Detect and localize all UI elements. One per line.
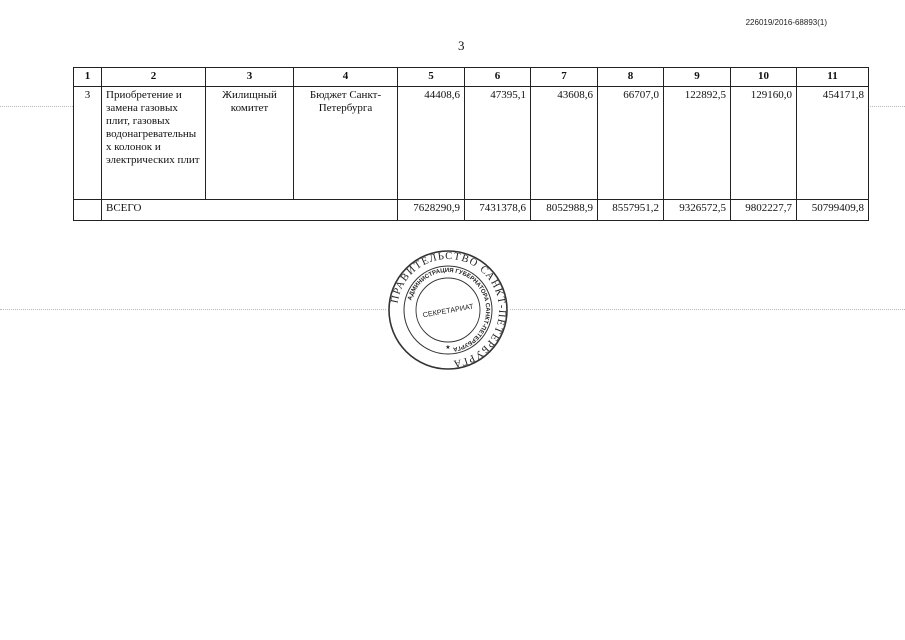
value-cell: 129160,0 (731, 87, 797, 200)
scan-artifact-line (868, 106, 905, 107)
stamp-star-icon: ★ (445, 344, 451, 351)
column-header: 8 (598, 68, 664, 87)
total-value: 8557951,2 (598, 200, 664, 221)
stamp-center-text: СЕКРЕТАРИАТ (422, 301, 475, 320)
page-number: 3 (458, 38, 465, 53)
total-value: 9326572,5 (664, 200, 731, 221)
total-value: 50799409,8 (797, 200, 869, 221)
column-header: 9 (664, 68, 731, 87)
column-header: 4 (294, 68, 398, 87)
column-header: 6 (465, 68, 531, 87)
budget-table (73, 67, 869, 221)
value-cell: 122892,5 (664, 87, 731, 200)
total-value: 9802227,7 (731, 200, 797, 221)
column-header: 3 (206, 68, 294, 87)
value-cell: 454171,8 (797, 87, 869, 200)
row-number: 3 (74, 87, 102, 200)
total-value: 7628290,9 (398, 200, 465, 221)
empty-cell (74, 200, 102, 221)
scan-artifact-line (510, 309, 905, 310)
table-header-row (74, 68, 869, 87)
total-label: ВСЕГО (102, 200, 398, 221)
column-header: 2 (102, 68, 206, 87)
total-row (74, 200, 869, 221)
value-cell: 66707,0 (598, 87, 664, 200)
column-header: 10 (731, 68, 797, 87)
stamp-outer-text: ПРАВИТЕЛЬСТВО САНКТ-ПЕТЕРБУРГА (389, 250, 508, 369)
value-cell: 43608,6 (531, 87, 598, 200)
activity-name: Приобретение и замена газовых плит, газовых водонагревательны х колонок и электрических плит (102, 87, 206, 200)
executor: Жилищный комитет (206, 87, 294, 200)
column-header: 7 (531, 68, 598, 87)
total-value: 8052988,9 (531, 200, 598, 221)
document-id: 226019/2016-68893(1) (745, 18, 827, 27)
official-stamp (386, 248, 510, 372)
funding-source: Бюджет Санкт-Петербурга (294, 87, 398, 200)
table-row (74, 87, 869, 200)
column-header: 11 (797, 68, 869, 87)
value-cell: 47395,1 (465, 87, 531, 200)
stamp-inner-text: АДМИНИСТРАЦИЯ ГУБЕРНАТОРА САНКТ-ПЕТЕРБУРГА (407, 267, 491, 352)
scan-artifact-line (0, 106, 73, 107)
total-value: 7431378,6 (465, 200, 531, 221)
value-cell: 44408,6 (398, 87, 465, 200)
scan-artifact-line (0, 309, 386, 310)
column-header: 5 (398, 68, 465, 87)
column-header: 1 (74, 68, 102, 87)
